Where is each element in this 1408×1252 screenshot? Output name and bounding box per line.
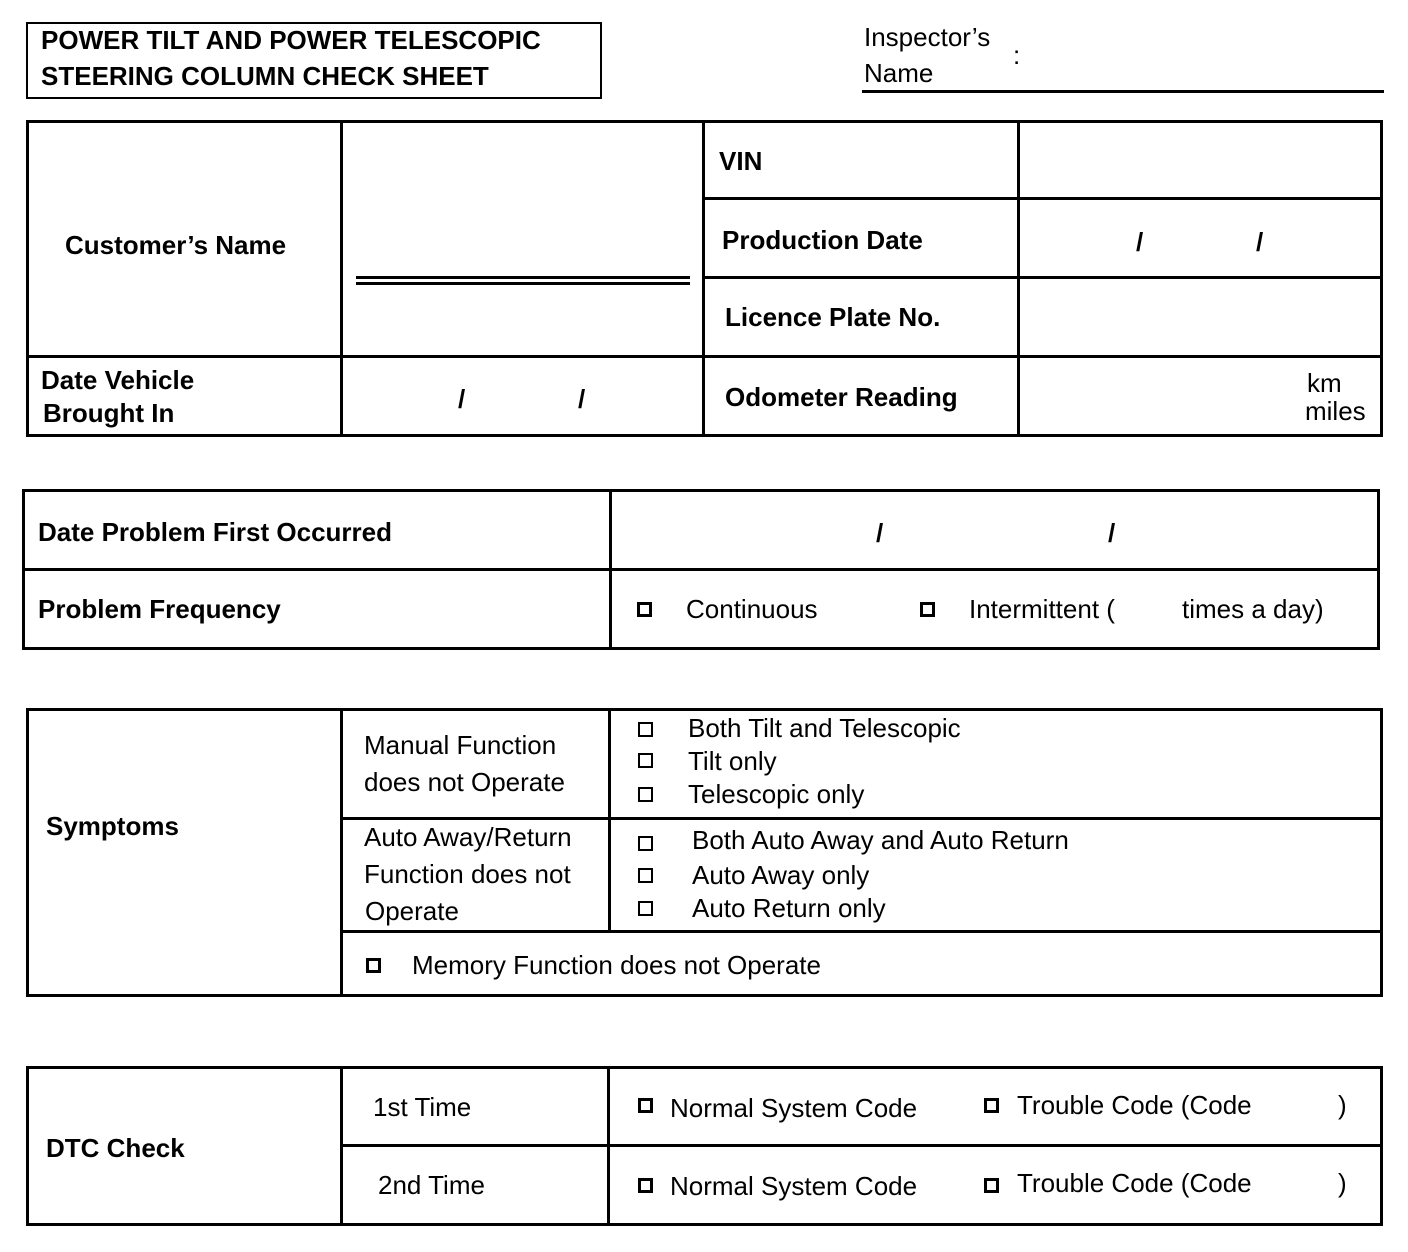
manual-function-label-line-1: Manual Function bbox=[364, 730, 557, 760]
symptoms-label: Symptoms bbox=[46, 811, 179, 841]
problem-frequency-label: Problem Frequency bbox=[38, 594, 281, 624]
both-auto-away-return-checkbox[interactable] bbox=[638, 836, 653, 851]
both-tilt-telescopic-label: Both Tilt and Telescopic bbox=[688, 713, 961, 743]
divider bbox=[340, 1144, 1382, 1147]
normal-system-code-checkbox[interactable] bbox=[638, 1178, 653, 1193]
trouble-code-checkbox[interactable] bbox=[984, 1178, 999, 1193]
divider bbox=[608, 708, 611, 933]
both-auto-away-return-label: Both Auto Away and Auto Return bbox=[692, 825, 1069, 855]
continuous-checkbox[interactable] bbox=[637, 602, 652, 617]
continuous-label: Continuous bbox=[686, 594, 818, 624]
tilt-only-checkbox[interactable] bbox=[638, 753, 653, 768]
trouble-code-label: Trouble Code (Code bbox=[1017, 1090, 1252, 1120]
date-brought-in-separator: / bbox=[458, 384, 466, 414]
memory-function-label: Memory Function does not Operate bbox=[412, 950, 821, 980]
date-first-occurred-separator: / bbox=[1108, 518, 1116, 548]
production-date-separator: / bbox=[1136, 227, 1144, 257]
date-brought-in-label-line-2: Brought In bbox=[43, 398, 175, 428]
times-a-day-label: times a day) bbox=[1182, 594, 1324, 624]
manual-function-label-line-2: does not Operate bbox=[364, 767, 565, 797]
auto-function-label-line-1: Auto Away/Return bbox=[364, 822, 572, 852]
production-date-label: Production Date bbox=[722, 225, 923, 255]
auto-away-only-checkbox[interactable] bbox=[638, 868, 653, 883]
title-line-2: STEERING COLUMN CHECK SHEET bbox=[41, 61, 489, 91]
licence-plate-field[interactable] bbox=[1022, 281, 1378, 353]
trouble-code-close-paren: ) bbox=[1338, 1090, 1347, 1120]
trouble-code-checkbox[interactable] bbox=[984, 1098, 999, 1113]
inspector-colon: : bbox=[1013, 40, 1021, 70]
vin-label: VIN bbox=[719, 146, 763, 176]
odometer-unit-miles: miles bbox=[1305, 396, 1366, 426]
dtc-time-label: 2nd Time bbox=[378, 1170, 485, 1200]
normal-system-code-checkbox[interactable] bbox=[638, 1098, 653, 1113]
divider bbox=[702, 197, 1382, 200]
trouble-code-close-paren: ) bbox=[1338, 1168, 1347, 1198]
dtc-check-label: DTC Check bbox=[46, 1133, 185, 1163]
telescopic-only-label: Telescopic only bbox=[688, 779, 865, 809]
telescopic-only-checkbox[interactable] bbox=[638, 787, 653, 802]
production-date-separator: / bbox=[1256, 227, 1264, 257]
auto-return-only-label: Auto Return only bbox=[692, 893, 886, 923]
customer-name-label: Customer’s Name bbox=[65, 230, 287, 260]
auto-function-label-line-2: Function does not bbox=[364, 859, 571, 889]
inspector-name-field[interactable] bbox=[862, 90, 1384, 93]
odometer-unit-km: km bbox=[1307, 368, 1342, 398]
vin-field[interactable] bbox=[1022, 125, 1378, 195]
divider bbox=[26, 355, 1383, 358]
date-brought-in-separator: / bbox=[578, 384, 586, 414]
title-line-1: POWER TILT AND POWER TELESCOPIC bbox=[41, 25, 541, 55]
memory-function-checkbox[interactable] bbox=[366, 958, 381, 973]
intermittent-checkbox[interactable] bbox=[920, 602, 935, 617]
normal-system-code-label: Normal System Code bbox=[670, 1171, 918, 1201]
licence-plate-label: Licence Plate No. bbox=[725, 302, 941, 332]
date-brought-in-label-line-1: Date Vehicle bbox=[41, 365, 195, 395]
auto-away-only-label: Auto Away only bbox=[692, 860, 870, 890]
inspector-label-line-2: Name bbox=[864, 58, 934, 88]
auto-function-label-line-3: Operate bbox=[365, 896, 459, 926]
divider bbox=[340, 708, 343, 997]
customer-name-field[interactable] bbox=[356, 276, 690, 285]
auto-return-only-checkbox[interactable] bbox=[638, 901, 653, 916]
divider bbox=[340, 930, 1382, 933]
date-first-occurred-separator: / bbox=[876, 518, 884, 548]
dtc-time-label: 1st Time bbox=[373, 1092, 472, 1122]
date-first-occurred-label: Date Problem First Occurred bbox=[38, 517, 392, 547]
divider bbox=[22, 568, 1380, 571]
inspector-label-line-1: Inspector’s bbox=[864, 22, 991, 52]
trouble-code-label: Trouble Code (Code bbox=[1017, 1168, 1252, 1198]
odometer-label: Odometer Reading bbox=[725, 382, 958, 412]
intermittent-label: Intermittent ( bbox=[969, 594, 1115, 624]
divider bbox=[702, 276, 1382, 279]
divider bbox=[340, 120, 343, 437]
normal-system-code-label: Normal System Code bbox=[670, 1093, 918, 1123]
divider bbox=[340, 817, 1382, 820]
tilt-only-label: Tilt only bbox=[688, 746, 777, 776]
both-tilt-telescopic-checkbox[interactable] bbox=[638, 722, 653, 737]
